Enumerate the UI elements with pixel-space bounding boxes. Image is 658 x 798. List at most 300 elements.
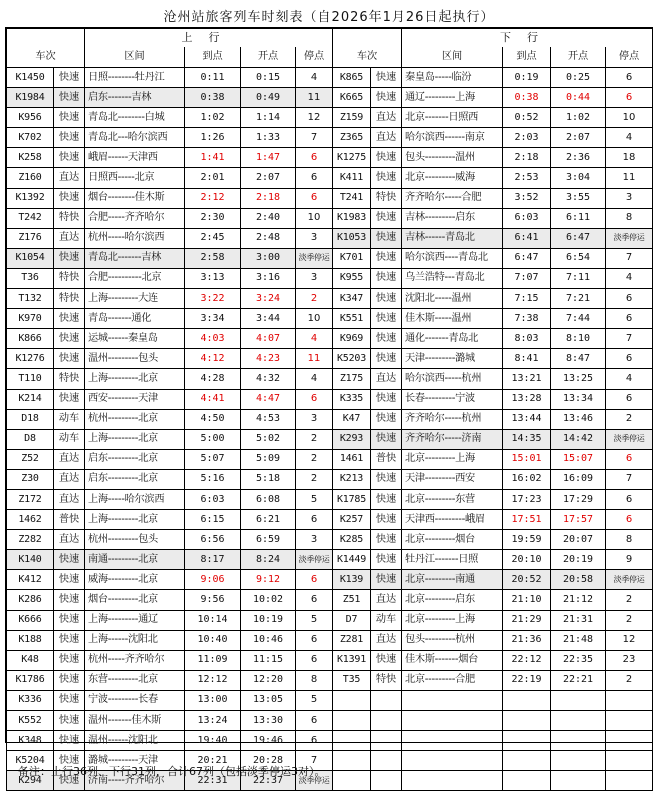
empty-cell (503, 771, 551, 791)
stop-duration: 5 (296, 610, 333, 630)
train-route: 天津---------潞城 (402, 349, 503, 369)
arrival-time: 2:18 (503, 148, 551, 168)
stop-duration: 2 (296, 469, 333, 489)
stop-duration: 9 (606, 550, 653, 570)
arrival-time: 7:38 (503, 309, 551, 329)
arrival-time: 8:03 (503, 329, 551, 349)
train-type: 快速 (54, 128, 85, 148)
departure-time: 4:32 (241, 369, 296, 389)
train-type: 快速 (371, 570, 402, 590)
arrival-time: 1:41 (185, 148, 241, 168)
arrival-time: 15:01 (503, 449, 551, 469)
train-row (333, 469, 653, 489)
arrival-time: 0:11 (185, 68, 241, 88)
stop-duration: 6 (296, 148, 333, 168)
departure-time: 6:08 (241, 489, 296, 509)
empty-cell (371, 751, 402, 771)
departure-time: 10:02 (241, 590, 296, 610)
departure-time: 14:42 (551, 429, 606, 449)
arrival-time: 13:24 (185, 711, 241, 731)
stop-duration: 5 (296, 489, 333, 509)
train-number: Z30 (7, 469, 54, 489)
train-number: K48 (7, 650, 54, 670)
stop-duration: 4 (296, 369, 333, 389)
train-row (7, 309, 333, 329)
stop-duration: 11 (606, 168, 653, 188)
train-row (333, 510, 653, 530)
empty-cell (371, 771, 402, 791)
empty-cell (371, 690, 402, 710)
train-row (7, 469, 333, 489)
train-number: Z281 (333, 630, 371, 650)
train-number: K335 (333, 389, 371, 409)
empty-cell (551, 711, 606, 731)
empty-cell (551, 690, 606, 710)
empty-row (333, 711, 653, 731)
train-type: 快速 (371, 469, 402, 489)
train-row (333, 309, 653, 329)
train-number: K1391 (333, 650, 371, 670)
train-row (7, 489, 333, 509)
departure-time: 3:44 (241, 309, 296, 329)
empty-cell (402, 771, 503, 791)
departure-time: 16:09 (551, 469, 606, 489)
stop-duration: 2 (296, 289, 333, 309)
train-route: 哈尔滨西------南京 (402, 128, 503, 148)
train-type: 快速 (371, 208, 402, 228)
arrival-time: 13:21 (503, 369, 551, 389)
train-number: K213 (333, 469, 371, 489)
train-type: 快速 (54, 731, 85, 751)
train-row (7, 610, 333, 630)
up-direction-row (7, 29, 333, 48)
stop-duration: 6 (296, 630, 333, 650)
departure-time: 1:02 (551, 108, 606, 128)
train-number: K347 (333, 289, 371, 309)
stop-duration: 淡季停运 (296, 248, 333, 268)
train-type: 快速 (54, 349, 85, 369)
train-route: 包头---------温州 (402, 148, 503, 168)
departure-time: 10:46 (241, 630, 296, 650)
train-route: 峨眉------天津西 (85, 148, 185, 168)
arrival-time: 4:50 (185, 409, 241, 429)
departure-time: 2:40 (241, 208, 296, 228)
train-number: K285 (333, 530, 371, 550)
train-row (7, 590, 333, 610)
train-route: 威海---------北京 (85, 570, 185, 590)
stop-duration: 6 (296, 389, 333, 409)
arrival-time: 2:30 (185, 208, 241, 228)
empty-cell (551, 771, 606, 791)
train-row (7, 530, 333, 550)
departure-time: 2:07 (241, 168, 296, 188)
train-row (333, 68, 653, 88)
train-number: K1450 (7, 68, 54, 88)
stop-duration: 7 (606, 329, 653, 349)
train-route: 吉林------青岛北 (402, 228, 503, 248)
train-type: 快速 (371, 289, 402, 309)
train-number: K969 (333, 329, 371, 349)
train-route: 运城------秦皇岛 (85, 329, 185, 349)
arrival-time: 6:56 (185, 530, 241, 550)
departure-time: 12:20 (241, 670, 296, 690)
stop-duration: 7 (296, 128, 333, 148)
train-number: K551 (333, 309, 371, 329)
train-number: K140 (7, 550, 54, 570)
arrival-time: 5:00 (185, 429, 241, 449)
arrival-time: 2:03 (503, 128, 551, 148)
arrival-time: 8:41 (503, 349, 551, 369)
train-type: 快速 (54, 108, 85, 128)
departure-time: 22:35 (551, 650, 606, 670)
train-number: K139 (333, 570, 371, 590)
train-number: K1983 (333, 208, 371, 228)
train-route: 合肥----------北京 (85, 268, 185, 288)
train-row (333, 108, 653, 128)
train-row (333, 429, 653, 449)
train-type: 快速 (54, 309, 85, 329)
train-type: 快速 (371, 309, 402, 329)
stop-duration: 6 (606, 88, 653, 108)
stop-duration: 23 (606, 650, 653, 670)
empty-row (333, 751, 653, 771)
stop-duration: 10 (296, 208, 333, 228)
train-route: 东营---------北京 (85, 670, 185, 690)
train-number: T110 (7, 369, 54, 389)
train-row (7, 449, 333, 469)
empty-cell (333, 29, 402, 48)
train-row (333, 570, 653, 590)
train-route: 长春---------宁波 (402, 389, 503, 409)
train-route: 北京---------东营 (402, 489, 503, 509)
arrival-time: 7:15 (503, 289, 551, 309)
train-row (7, 208, 333, 228)
stop-duration: 2 (606, 670, 653, 690)
stop-duration: 6 (296, 731, 333, 751)
stop-duration: 7 (296, 751, 333, 771)
stop-duration: 2 (606, 409, 653, 429)
stop-duration: 2 (296, 449, 333, 469)
arrival-time: 19:59 (503, 530, 551, 550)
stop-duration: 2 (606, 610, 653, 630)
departure-time: 0:49 (241, 88, 296, 108)
departure-time: 20:28 (241, 751, 296, 771)
train-route: 佳木斯-------烟台 (402, 650, 503, 670)
train-type: 快速 (54, 630, 85, 650)
train-route: 温州---------包头 (85, 349, 185, 369)
departure-time: 6:54 (551, 248, 606, 268)
train-type: 快速 (54, 590, 85, 610)
stop-duration: 8 (606, 530, 653, 550)
train-row (7, 429, 333, 449)
train-row (333, 248, 653, 268)
column-header-arrival: 到点 (185, 47, 241, 68)
arrival-time: 13:28 (503, 389, 551, 409)
train-number: T241 (333, 188, 371, 208)
train-type: 快速 (371, 489, 402, 509)
arrival-time: 14:35 (503, 429, 551, 449)
train-number: Z51 (333, 590, 371, 610)
train-type: 快速 (371, 510, 402, 530)
stop-duration: 18 (606, 148, 653, 168)
train-route: 上海---------通辽 (85, 610, 185, 630)
departure-time: 20:07 (551, 530, 606, 550)
train-row (7, 389, 333, 409)
column-header-train-no: 车次 (7, 47, 85, 68)
empty-cell (333, 690, 371, 710)
train-number: K1392 (7, 188, 54, 208)
train-row (7, 570, 333, 590)
train-route: 潞城---------天津 (85, 751, 185, 771)
empty-cell (551, 731, 606, 751)
train-route: 天津---------西安 (402, 469, 503, 489)
arrival-time: 4:12 (185, 349, 241, 369)
departure-time: 21:48 (551, 630, 606, 650)
down-direction-row (333, 29, 653, 48)
arrival-time: 21:29 (503, 610, 551, 630)
departure-time: 8:24 (241, 550, 296, 570)
train-route: 济南-----齐齐哈尔 (85, 771, 185, 791)
departure-time: 6:21 (241, 510, 296, 530)
train-route: 通辽---------上海 (402, 88, 503, 108)
train-route: 青岛-------通化 (85, 309, 185, 329)
departure-time: 6:11 (551, 208, 606, 228)
train-route: 启东-------吉林 (85, 88, 185, 108)
train-number: K5204 (7, 751, 54, 771)
stop-duration: 淡季停运 (296, 771, 333, 791)
arrival-time: 0:38 (185, 88, 241, 108)
train-number: K1054 (7, 248, 54, 268)
train-type: 快速 (54, 670, 85, 690)
stop-duration: 淡季停运 (296, 550, 333, 570)
train-row (333, 610, 653, 630)
departure-time: 7:44 (551, 309, 606, 329)
train-number: K1275 (333, 148, 371, 168)
train-route: 杭州---------包头 (85, 530, 185, 550)
arrival-time: 16:02 (503, 469, 551, 489)
column-header-route: 区间 (85, 47, 185, 68)
stop-duration: 12 (606, 630, 653, 650)
departure-time: 2:48 (241, 228, 296, 248)
train-row (7, 68, 333, 88)
train-type: 直达 (371, 369, 402, 389)
stop-duration: 7 (606, 248, 653, 268)
departure-time: 5:09 (241, 449, 296, 469)
train-row (333, 268, 653, 288)
arrival-time: 10:40 (185, 630, 241, 650)
column-header-departure: 开点 (241, 47, 296, 68)
arrival-time: 20:52 (503, 570, 551, 590)
stop-duration: 4 (606, 128, 653, 148)
train-route: 宁波---------长春 (85, 690, 185, 710)
arrival-time: 0:19 (503, 68, 551, 88)
arrival-time: 21:36 (503, 630, 551, 650)
departure-time: 3:55 (551, 188, 606, 208)
stop-duration: 8 (296, 670, 333, 690)
departure-time: 4:07 (241, 329, 296, 349)
empty-cell (551, 751, 606, 771)
train-number: K294 (7, 771, 54, 791)
train-route: 日照西-----北京 (85, 168, 185, 188)
train-route: 启东---------北京 (85, 469, 185, 489)
empty-cell (503, 711, 551, 731)
stop-duration: 11 (296, 349, 333, 369)
train-number: K257 (333, 510, 371, 530)
empty-cell (402, 751, 503, 771)
train-row (333, 369, 653, 389)
train-route: 烟台--------佳木斯 (85, 188, 185, 208)
train-type: 直达 (54, 449, 85, 469)
arrival-time: 7:07 (503, 268, 551, 288)
departure-time: 13:46 (551, 409, 606, 429)
train-route: 齐齐哈尔-----合肥 (402, 188, 503, 208)
arrival-time: 12:12 (185, 670, 241, 690)
train-route: 天津西---------峨眉 (402, 510, 503, 530)
train-route: 上海---------大连 (85, 289, 185, 309)
departure-time: 17:57 (551, 510, 606, 530)
departure-time: 0:15 (241, 68, 296, 88)
train-route: 北京---------威海 (402, 168, 503, 188)
train-type: 快速 (54, 248, 85, 268)
arrival-time: 5:07 (185, 449, 241, 469)
arrival-time: 0:52 (503, 108, 551, 128)
column-header-route: 区间 (402, 47, 503, 68)
arrival-time: 21:10 (503, 590, 551, 610)
stop-duration: 6 (606, 489, 653, 509)
train-row (7, 630, 333, 650)
train-route: 吉林---------启东 (402, 208, 503, 228)
stop-duration: 2 (296, 429, 333, 449)
train-row (7, 168, 333, 188)
train-type: 快速 (371, 550, 402, 570)
train-type: 直达 (371, 590, 402, 610)
train-type: 快速 (54, 570, 85, 590)
train-number: Z52 (7, 449, 54, 469)
train-number: Z172 (7, 489, 54, 509)
train-route: 北京---------上海 (402, 449, 503, 469)
departure-time: 7:21 (551, 289, 606, 309)
train-row (7, 650, 333, 670)
arrival-time: 3:13 (185, 268, 241, 288)
train-type: 直达 (54, 228, 85, 248)
train-number: K348 (7, 731, 54, 751)
train-type: 特快 (54, 268, 85, 288)
train-type: 直达 (54, 469, 85, 489)
train-number: K214 (7, 389, 54, 409)
stop-duration: 6 (606, 309, 653, 329)
train-row (333, 650, 653, 670)
train-type: 直达 (54, 489, 85, 509)
train-row (7, 188, 333, 208)
train-row (333, 409, 653, 429)
train-number: K665 (333, 88, 371, 108)
arrival-time: 0:38 (503, 88, 551, 108)
train-route: 哈尔滨西----青岛北 (402, 248, 503, 268)
page-title: 沧州站旅客列车时刻表（自2026年1月26日起执行） (163, 10, 495, 25)
train-row (7, 550, 333, 570)
train-number: K1786 (7, 670, 54, 690)
empty-row (333, 771, 653, 791)
train-route: 佳木斯-----温州 (402, 309, 503, 329)
arrival-time: 1:02 (185, 108, 241, 128)
train-type: 快速 (371, 389, 402, 409)
train-row (333, 128, 653, 148)
empty-cell (402, 731, 503, 751)
stop-duration: 6 (606, 68, 653, 88)
arrival-time: 11:09 (185, 650, 241, 670)
train-row (7, 329, 333, 349)
stop-duration: 6 (606, 449, 653, 469)
train-type: 快速 (54, 771, 85, 791)
train-row (7, 108, 333, 128)
train-number: Z282 (7, 530, 54, 550)
arrival-time: 22:12 (503, 650, 551, 670)
stop-duration: 淡季停运 (606, 570, 653, 590)
arrival-time: 20:21 (185, 751, 241, 771)
train-route: 齐齐哈尔-----济南 (402, 429, 503, 449)
train-row (333, 329, 653, 349)
departure-time: 8:47 (551, 349, 606, 369)
train-number: K1984 (7, 88, 54, 108)
stop-duration: 2 (606, 590, 653, 610)
arrival-time: 9:06 (185, 570, 241, 590)
train-type: 普快 (371, 449, 402, 469)
departure-time: 13:25 (551, 369, 606, 389)
train-type: 直达 (371, 630, 402, 650)
train-type: 快速 (371, 228, 402, 248)
stop-duration: 6 (296, 650, 333, 670)
train-number: K336 (7, 690, 54, 710)
train-route: 上海---------北京 (85, 369, 185, 389)
train-row (333, 389, 653, 409)
departure-time: 11:15 (241, 650, 296, 670)
train-route: 温州-------佳木斯 (85, 711, 185, 731)
train-type: 快速 (371, 329, 402, 349)
train-route: 上海---------北京 (85, 429, 185, 449)
stop-duration: 6 (296, 168, 333, 188)
train-route: 北京---------启东 (402, 590, 503, 610)
train-route: 上海-----哈尔滨西 (85, 489, 185, 509)
departure-time: 4:47 (241, 389, 296, 409)
arrival-time: 10:14 (185, 610, 241, 630)
stop-duration: 6 (296, 510, 333, 530)
train-type: 快速 (54, 329, 85, 349)
train-type: 动车 (54, 409, 85, 429)
departure-time: 22:37 (241, 771, 296, 791)
empty-cell (333, 751, 371, 771)
departure-time: 8:10 (551, 329, 606, 349)
stop-duration: 10 (606, 108, 653, 128)
arrival-time: 19:40 (185, 731, 241, 751)
train-type: 快速 (371, 88, 402, 108)
train-number: Z175 (333, 369, 371, 389)
train-number: T242 (7, 208, 54, 228)
arrival-time: 9:56 (185, 590, 241, 610)
train-type: 快速 (371, 168, 402, 188)
train-type: 快速 (371, 650, 402, 670)
up-direction-table (6, 28, 333, 791)
train-row (7, 289, 333, 309)
train-number: K552 (7, 711, 54, 731)
train-row (333, 550, 653, 570)
departure-time: 3:16 (241, 268, 296, 288)
train-row (333, 530, 653, 550)
train-row (7, 268, 333, 288)
departure-time: 6:47 (551, 228, 606, 248)
train-route: 青岛北--------白城 (85, 108, 185, 128)
train-number: T36 (7, 268, 54, 288)
departure-time: 13:34 (551, 389, 606, 409)
